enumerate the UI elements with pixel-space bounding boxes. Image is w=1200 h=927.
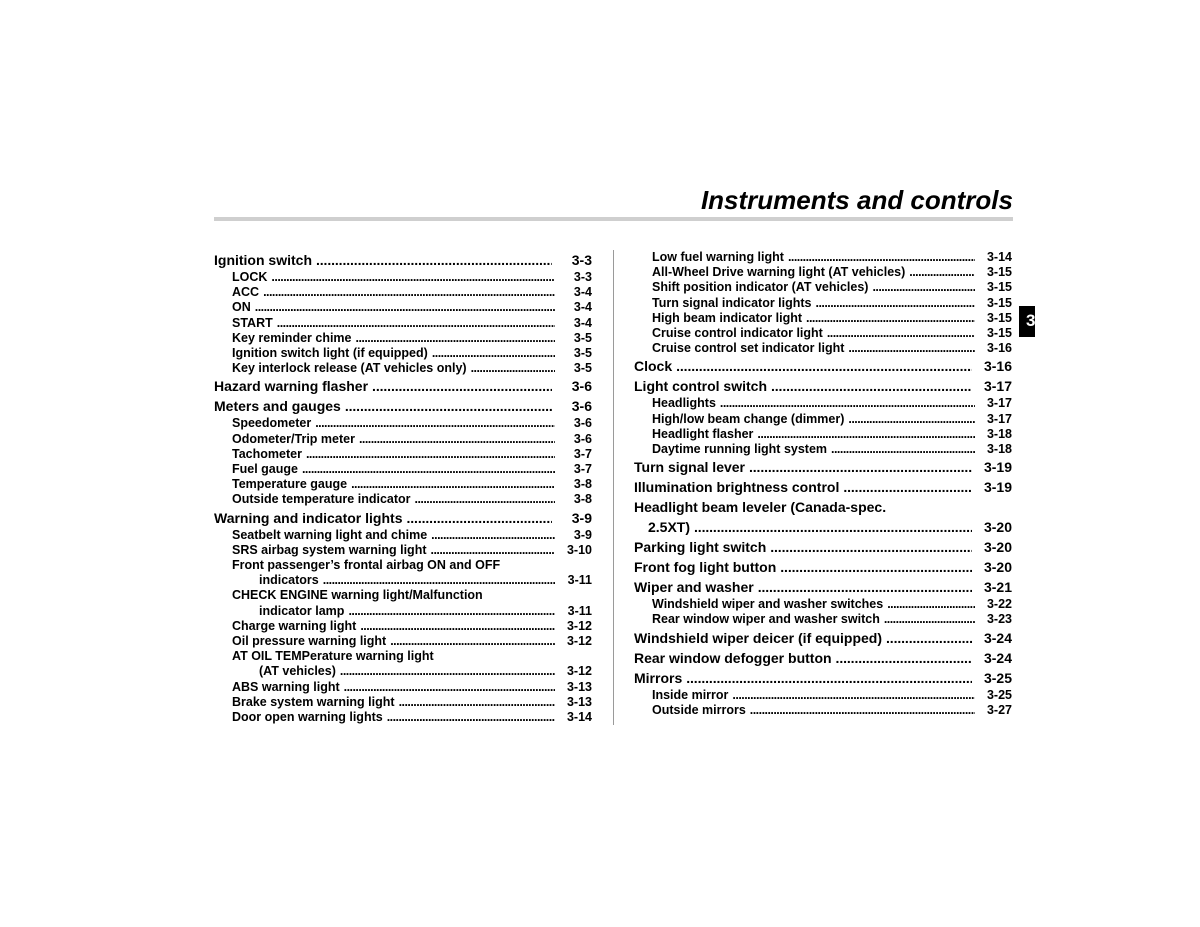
toc-page-number: 3-15 [986, 280, 1012, 295]
toc-entry-title: Parking light switch [634, 539, 767, 556]
dot-leader [344, 680, 555, 695]
dot-leader [757, 427, 975, 442]
toc-entry-title: SRS airbag system warning light [232, 542, 427, 557]
toc-entry-title: AT OIL TEMPerature warning light [232, 649, 434, 664]
toc-entry-title: Windshield wiper and washer switches [652, 597, 884, 612]
toc-page-number: 3-13 [566, 679, 592, 694]
toc-page-number: 3-20 [983, 539, 1012, 556]
toc-entry-title: Mirrors [634, 669, 683, 686]
toc-entry[interactable] [634, 477, 1012, 497]
dot-leader [884, 612, 975, 627]
toc-entry[interactable] [214, 695, 592, 710]
dot-leader [356, 331, 556, 346]
toc-entry[interactable] [634, 376, 1012, 396]
toc-entry[interactable] [634, 668, 1012, 688]
toc-entry[interactable] [214, 619, 592, 634]
toc-entry-title: Outside mirrors [652, 702, 746, 717]
toc-entry[interactable] [214, 558, 592, 588]
toc-page-number: 3-6 [571, 398, 592, 415]
chapter-thumb-tab[interactable] [1019, 306, 1035, 337]
toc-entry[interactable] [214, 396, 592, 416]
toc-page-number: 3-13 [566, 694, 592, 709]
dot-leader [471, 361, 555, 376]
toc-page-number: 3-8 [573, 477, 592, 492]
toc-page-number: 3-15 [986, 310, 1012, 325]
toc-entry-title: Charge warning light [232, 618, 357, 633]
toc-page-number: 3-4 [573, 315, 592, 330]
toc-entry[interactable] [214, 376, 592, 396]
toc-entry[interactable] [214, 250, 592, 270]
dot-leader [390, 634, 555, 649]
toc-entry-title: Front fog light button [634, 559, 777, 576]
toc-entry-title: Headlight beam leveler (Canada-spec. [634, 499, 887, 516]
dot-leader [432, 346, 555, 361]
toc-entry[interactable] [634, 457, 1012, 477]
toc-page-number: 3-19 [983, 459, 1012, 476]
toc-entry-title: Door open warning lights [232, 710, 383, 725]
dot-leader [749, 457, 972, 477]
dot-leader [780, 557, 972, 577]
toc-page-number: 3-17 [983, 378, 1012, 395]
toc-entry-title: Light control switch [634, 378, 767, 395]
toc-entry-title: Tachometer [232, 446, 302, 461]
dot-leader [431, 528, 555, 543]
dot-leader [770, 537, 972, 557]
toc-entry-title: Rear window wiper and washer switch [652, 612, 880, 627]
toc-page-number: 3-12 [566, 634, 592, 649]
toc-entry[interactable] [634, 341, 1012, 356]
toc-page-number: 3-17 [986, 411, 1012, 426]
toc-page-number: 3-15 [986, 295, 1012, 310]
toc-column-left [214, 250, 592, 725]
toc-page-number: 3-8 [573, 492, 592, 507]
toc-entry-title: All-Wheel Drive warning light (AT vehicles) [652, 265, 906, 280]
toc-page-number: 3-18 [986, 442, 1012, 457]
dot-leader [340, 664, 555, 679]
toc-entry[interactable] [214, 462, 592, 477]
dot-leader [806, 311, 975, 326]
toc-entry-title: Brake system warning light [232, 694, 395, 709]
toc-entry-title: Odometer/Trip meter [232, 431, 355, 446]
dot-leader [372, 376, 552, 396]
toc-entry-title: Key interlock release (AT vehicles only) [232, 361, 467, 376]
toc-page-number: 3-6 [571, 378, 592, 395]
toc-entry[interactable] [214, 543, 592, 558]
toc-entry-continuation [634, 517, 1012, 537]
toc-page-number: 3-15 [986, 265, 1012, 280]
toc-entry[interactable] [634, 396, 1012, 411]
toc-page-number: 3-12 [566, 664, 592, 679]
toc-entry-title: Oil pressure warning light [232, 634, 387, 649]
dot-leader [431, 543, 556, 558]
dot-leader [399, 695, 555, 710]
toc-entry[interactable] [214, 588, 592, 618]
toc-entry-title-cont: indicator lamp [259, 603, 345, 618]
toc-entry[interactable] [214, 361, 592, 376]
toc-page-number: 3-20 [983, 519, 1012, 536]
toc-entry-title: Inside mirror [652, 687, 729, 702]
toc-entry[interactable] [214, 416, 592, 431]
toc-entry-title: Front passenger’s frontal airbag ON and OFF [232, 558, 501, 573]
toc-page-number: 3-4 [573, 300, 592, 315]
toc-entry[interactable] [634, 597, 1012, 612]
toc-page-number: 3-14 [566, 710, 592, 725]
toc-entry[interactable] [634, 326, 1012, 341]
toc-entry-title: Ignition switch light (if equipped) [232, 346, 428, 361]
dot-leader [255, 300, 555, 315]
chapter-title: Instruments and controls [700, 185, 1013, 215]
toc-entry-title: Speedometer [232, 416, 312, 431]
dot-leader [315, 416, 555, 431]
dot-leader [758, 577, 972, 597]
toc-page-number: 3-25 [983, 669, 1012, 686]
toc-entry[interactable] [634, 497, 1012, 537]
toc-entry-title: START [232, 315, 273, 330]
toc-entry-title: Meters and gauges [214, 398, 341, 415]
toc-page-number: 3-11 [567, 573, 592, 588]
toc-entry-title: High beam indicator light [652, 310, 803, 325]
toc-entry[interactable] [634, 412, 1012, 427]
toc-page-number: 3-4 [573, 285, 592, 300]
toc-entry[interactable] [214, 680, 592, 695]
toc-entry[interactable] [214, 316, 592, 331]
toc-entry[interactable] [214, 300, 592, 315]
dot-leader [836, 648, 972, 668]
dot-leader [694, 517, 972, 537]
dot-leader [359, 432, 555, 447]
dot-leader [750, 703, 975, 718]
toc-page-number: 3-3 [573, 270, 592, 284]
toc-page-number: 3-11 [567, 603, 592, 618]
dot-leader [348, 604, 555, 619]
toc-entry-title: Key reminder chime [232, 330, 352, 345]
dot-leader [351, 477, 555, 492]
toc-page-number: 3-16 [986, 341, 1012, 356]
dot-leader [360, 619, 555, 634]
toc-entry[interactable] [634, 311, 1012, 326]
dot-leader [887, 597, 975, 612]
toc-entry-title: LOCK [232, 270, 268, 284]
dot-leader [316, 250, 552, 270]
toc-entry[interactable] [214, 649, 592, 679]
toc-page-number: 3-6 [573, 431, 592, 446]
toc-entry-title: Seatbelt warning light and chime [232, 527, 428, 542]
toc-entry-title: Illumination brightness control [634, 479, 840, 496]
toc-page-number: 3-3 [571, 252, 592, 268]
toc-page-number: 3-19 [983, 479, 1012, 496]
toc-page-number: 3-23 [986, 612, 1012, 627]
toc-entry-title: ON [232, 300, 251, 315]
dot-leader [306, 447, 555, 462]
toc-entry[interactable] [634, 265, 1012, 280]
toc-entry-title: Temperature gauge [232, 477, 348, 492]
toc-page-number: 3-5 [573, 346, 592, 361]
dot-leader [277, 316, 555, 331]
dot-leader [827, 326, 975, 341]
toc-page-number: 3-5 [573, 330, 592, 345]
dot-leader [788, 250, 975, 265]
toc-entry-title: Headlights [652, 396, 716, 411]
column-divider [613, 250, 614, 725]
title-underline [214, 217, 1013, 221]
toc-entry-continuation [232, 604, 592, 619]
toc-entry[interactable] [214, 346, 592, 361]
toc-entry[interactable] [214, 331, 592, 346]
toc-page-number: 3-24 [983, 629, 1012, 646]
toc-entry-title: Hazard warning flasher [214, 378, 369, 395]
toc-page-number: 3-6 [573, 416, 592, 431]
toc-entry[interactable] [214, 447, 592, 462]
toc-entry[interactable] [214, 508, 592, 528]
toc-entry-title: Shift position indicator (AT vehicles) [652, 280, 869, 295]
toc-page-number: 3-7 [573, 462, 592, 477]
toc-page-number: 3-25 [986, 687, 1012, 702]
toc-entry[interactable] [634, 688, 1012, 703]
toc-page-number: 3-24 [983, 649, 1012, 666]
toc-page-number: 3-27 [986, 702, 1012, 717]
toc-entry[interactable] [214, 270, 592, 285]
dot-leader [387, 710, 555, 725]
toc-page-number: 3-9 [571, 509, 592, 526]
toc-page-number: 3-18 [986, 426, 1012, 441]
dot-leader [816, 296, 976, 311]
dot-leader [323, 573, 555, 588]
toc-entry-title: Cruise control indicator light [652, 326, 823, 341]
toc-entry[interactable] [214, 634, 592, 649]
toc-entry-title: ABS warning light [232, 679, 340, 694]
toc-entry[interactable] [634, 442, 1012, 457]
dot-leader [271, 270, 555, 285]
toc-page-number: 3-15 [986, 326, 1012, 341]
toc-page-number: 3-10 [566, 542, 592, 557]
toc-entry-title: Low fuel warning light [652, 250, 784, 264]
toc-entry[interactable] [214, 432, 592, 447]
dot-leader [415, 492, 555, 507]
dot-leader [720, 396, 975, 411]
toc-entry-title: Turn signal indicator lights [652, 295, 812, 310]
dot-leader [676, 356, 972, 376]
dot-leader [909, 265, 975, 280]
toc-page-number: 3-9 [573, 527, 592, 542]
toc-entry[interactable] [634, 250, 1012, 265]
toc-entry[interactable] [634, 280, 1012, 295]
toc-entry-title: Ignition switch [214, 252, 312, 268]
dot-leader [771, 376, 972, 396]
dot-leader [406, 508, 552, 528]
toc-column-right [634, 250, 1012, 718]
toc-entry-title-cont: indicators [259, 573, 319, 588]
toc-page-number: 3-20 [983, 559, 1012, 576]
dot-leader [848, 412, 975, 427]
dot-leader [345, 396, 552, 416]
toc-entry-title: Cruise control set indicator light [652, 341, 845, 356]
toc-entry-title-cont: 2.5XT) [648, 519, 691, 536]
toc-entry[interactable] [634, 577, 1012, 597]
toc-page-number: 3-14 [986, 250, 1012, 264]
toc-page-number: 3-17 [986, 396, 1012, 411]
toc-entry-title: Daytime running light system [652, 442, 828, 457]
toc-page-number: 3-7 [573, 446, 592, 461]
dot-leader [263, 285, 555, 300]
toc-entry-title: ACC [232, 285, 260, 300]
toc-page-number: 3-22 [986, 597, 1012, 612]
toc-entry[interactable] [214, 492, 592, 507]
toc-entry-title: Wiper and washer [634, 579, 754, 596]
toc-entry[interactable] [214, 285, 592, 300]
toc-entry[interactable] [634, 356, 1012, 376]
toc-entry[interactable] [634, 537, 1012, 557]
toc-entry-title: Clock [634, 358, 673, 375]
dot-leader [843, 477, 972, 497]
toc-entry[interactable] [634, 427, 1012, 442]
toc-entry[interactable] [214, 710, 592, 725]
dot-leader [872, 280, 975, 295]
dot-leader [848, 341, 975, 356]
toc-entry[interactable] [214, 528, 592, 543]
toc-entry-title: Rear window defogger button [634, 649, 832, 666]
toc-page-number: 3-5 [573, 361, 592, 376]
toc-entry[interactable] [634, 612, 1012, 627]
toc-page-number: 3-16 [983, 358, 1012, 375]
chapter-tab-number: 3 [1026, 311, 1035, 330]
dot-leader [732, 688, 975, 703]
toc-entry-title-cont: (AT vehicles) [259, 664, 336, 679]
toc-entry[interactable] [634, 296, 1012, 311]
toc-entry-title: Warning and indicator lights [214, 509, 403, 526]
toc-entry-title: Headlight flasher [652, 426, 754, 441]
toc-entry-title: Fuel gauge [232, 462, 298, 477]
toc-entry-continuation [232, 573, 592, 588]
toc-entry-title: Windshield wiper deicer (if equipped) [634, 629, 883, 646]
toc-entry[interactable] [634, 557, 1012, 577]
toc-entry-continuation [232, 664, 592, 679]
toc-page-number: 3-21 [983, 579, 1012, 596]
toc-entry[interactable] [214, 477, 592, 492]
dot-leader [686, 668, 972, 688]
toc-entry[interactable] [634, 628, 1012, 648]
toc-page-number: 3-12 [566, 618, 592, 633]
toc-entry[interactable] [634, 703, 1012, 718]
toc-entry[interactable] [634, 648, 1012, 668]
toc-entry-title: CHECK ENGINE warning light/Malfunction [232, 588, 483, 603]
dot-leader [302, 462, 555, 477]
toc-entry-title: Turn signal lever [634, 459, 745, 476]
dot-leader [831, 442, 975, 457]
toc-entry-title: Outside temperature indicator [232, 492, 411, 507]
dot-leader [886, 628, 972, 648]
toc-entry-title: High/low beam change (dimmer) [652, 411, 845, 426]
